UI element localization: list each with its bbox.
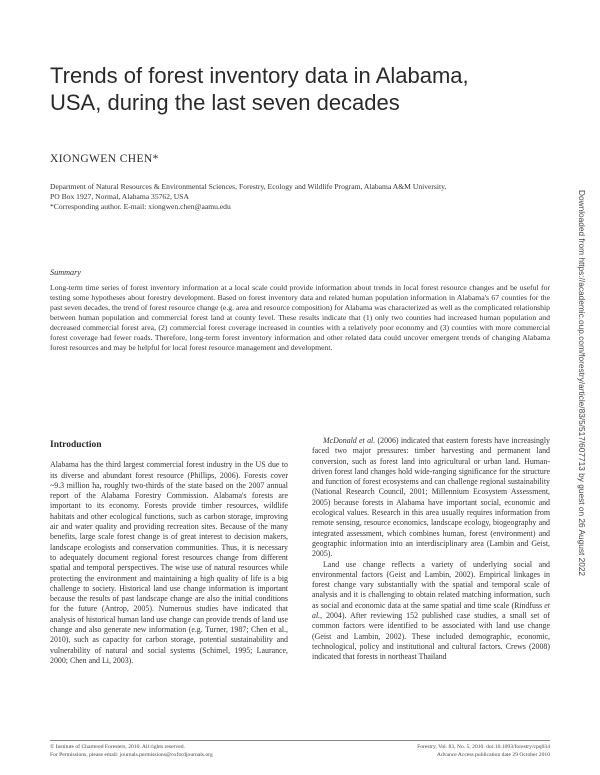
footer-right — [350, 744, 550, 759]
download-note-text: Downloaded from https://academic.oup.com/forestry/article/83/5/517/607713 by guest on 26 August 2022 — [577, 190, 587, 577]
paragraph-text: Land use change reflects a variety of underlying social and environmental factors (Geist and Lambin, 2002). Empirical linkages in forest change vary substantially with the spatial and temporal scale of analysis and it is challenging to obtain related matching information, such as social and economic data at the same spatial and time scale (Rindfuss — [312, 559, 550, 610]
right-column — [312, 436, 550, 663]
footer-left — [50, 744, 300, 759]
author-name: XIONGWEN CHEN* — [50, 153, 159, 165]
paragraph-text: , 2004). After reviewing 152 published case studies, a small set of common factors were identified to be associated with land use change (Geist and Lambin, 2002). These included demographic, economic, technological, policy and institutional and cultural factors. Crews (2008) indicated that forests in northeast Thailand — [312, 611, 550, 662]
copyright-line: © Institute of Chartered Foresters, 2010. All rights reserved. — [50, 744, 185, 750]
download-side-note — [575, 190, 589, 630]
publication-date: Advance Access publication date 29 October 2010 — [436, 751, 550, 758]
citation: et al. — [312, 600, 550, 621]
introduction-paragraph: Alabama has the third largest commercial forest industry in the US due to its diverse and abundant forest resource (Phillips, 2006). Forests cover ~9.3 million ha, roughly two-thirds of the state based on the 2007 annual report of the Alabama Forestry Commission. Alabama's forests are important to its economy. Forests provide timber resources, wildlife habitats and other ecological functions, such as carbon storage, improving air and water quality and providing recreation sites. Because of the many benefits, large scale forest change is of great interest to decision makers, landscape ecologists and conservation communities. Thus, it is necessary to adequately document regional forest resources change from different spatial and temporal perspectives. The wise use of natural resources while protecting the environment and maintaining a high quality of life is a big challenge to society. Historical land use change information is important because the results of past landscape change are also the initial conditions for the future (Antrop, 2005). Numerous studies have indicated that analysis of historical human land use change can provide trends of land use change and also generate new information (e.g. Turner, 1987; Chen et al., 2010), such as capacity for carbon storage, potential sustainability and vulnerability of natural and social systems (Schimel, 1995; Laurance, 2000; Chen and Li, 2003). — [50, 460, 288, 665]
affiliation — [50, 182, 555, 212]
citation: McDonald et al. — [323, 436, 376, 445]
journal-citation: Forestry, Vol. 83, No. 5, 2010. doi:10.1093/forestry/cpq034 — [417, 744, 550, 750]
article-title: Trends of forest inventory data in Alabama, USA, during the last seven decades — [50, 63, 469, 115]
summary-text: Long-term time series of forest inventory information at a local scale could provide information about trends in local forest resource changes and be useful for testing some hypotheses about forestry development. Based on forest inventory data and related human population information in Alabama's 67 counties for the past seven decades, the trend of forest resource change (e.g. area and resource composition) for Alabama was characterized as well as the complicated relationship between human population and commercial forest land at county level. These results indicate that (1) only two counties had increased human population and decreased commercial forest area, (2) commercial forest coverage increased in counties with a relatively poor economy and (3) counties with more commercial forest coverage had fewer roads. Therefore, long-term forest inventory information and other related data could uncover emergent trends of changing Alabama forest resources and may be helpful for local forest resource management and development. — [50, 283, 550, 353]
introduction-heading: Introduction — [50, 440, 102, 450]
permissions-line: For Permissions, please email: journals.permissions@oxfordjournals.org — [50, 751, 213, 758]
affiliation-line: Department of Natural Resources & Environmental Sciences, Forestry, Ecology and Wildlife Program, Alabama A&M University, — [50, 182, 447, 191]
body-paragraph — [312, 560, 550, 663]
summary-heading: Summary — [50, 268, 81, 277]
paragraph-text: (2006) indicated that eastern forests have increasingly faced two major pressures: timber harvesting and permanent land conversion, such as forest land into agricultural or urban land. Human-driven forest land changes hold wide-ranging significance for the structure and function of forest ecosystems and can challenge regional sustainability (National Research Council, 2001; Millennium Ecosystem Assessment, 2005) because forests in Alabama have important social, economic and ecological values. Research in this area usually requires information from remote sensing, resource economics, landscape ecology, biogeography and integrated assessment, which combines human, forest (environment) and geographic information into an interdisciplinary area (Lambin and Geist, 2005). — [312, 436, 551, 559]
body-paragraph — [312, 436, 550, 560]
footer-divider — [50, 740, 550, 741]
affiliation-line: PO Box 1927, Normal, Alabama 35762, USA — [50, 192, 190, 201]
corresponding-author: *Corresponding author. E-mail: xiongwen.chen@aamu.edu — [50, 202, 231, 211]
left-column — [50, 440, 288, 666]
